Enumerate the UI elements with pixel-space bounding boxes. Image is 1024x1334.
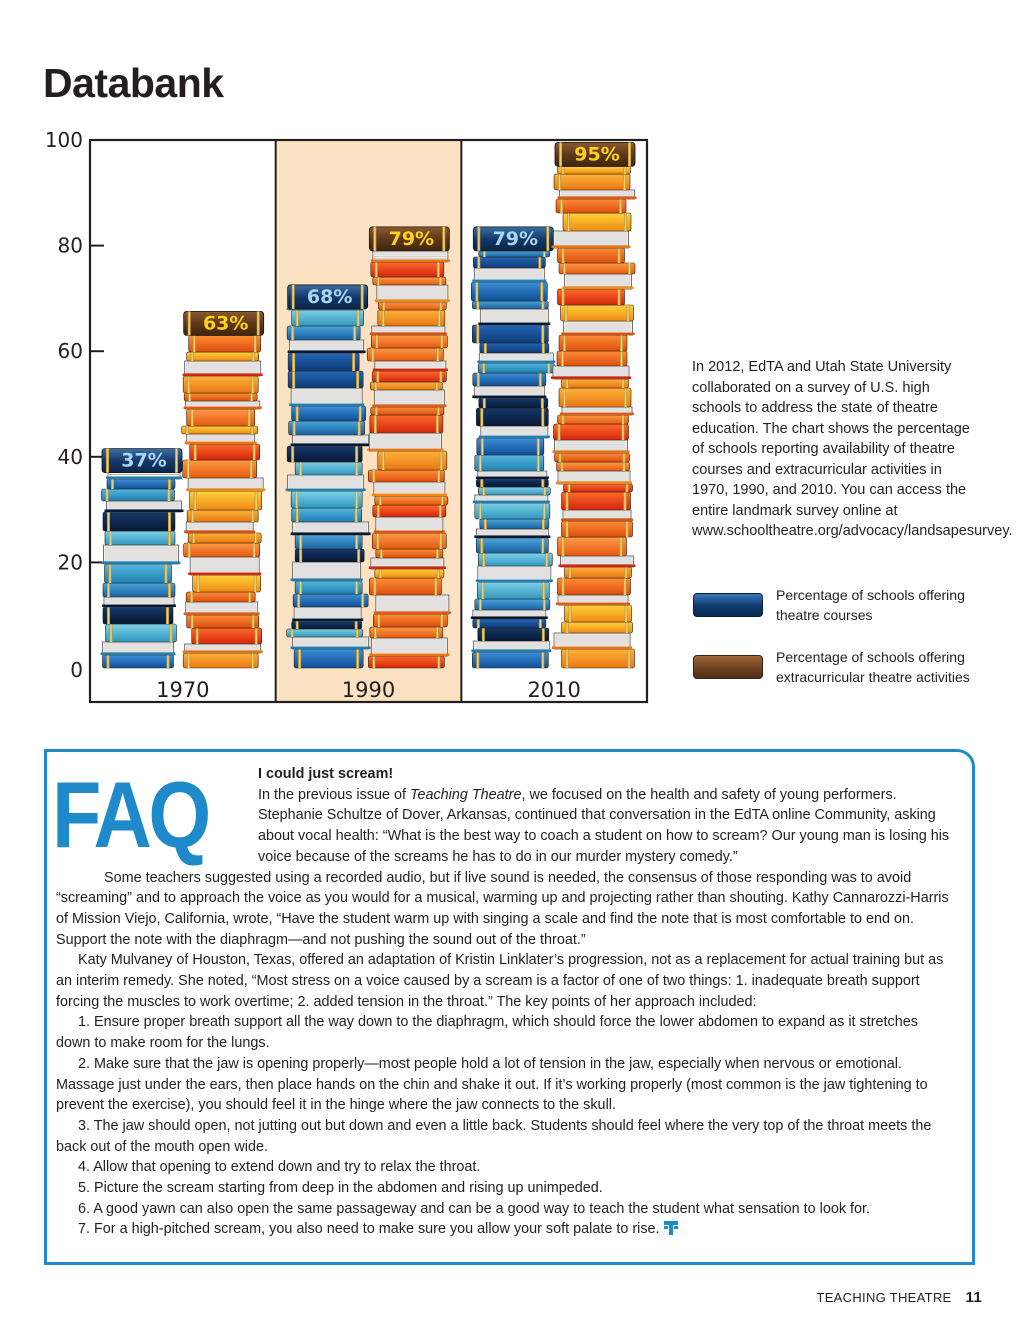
- book: [187, 510, 258, 522]
- value-label: 79%: [492, 227, 539, 250]
- faq-heading: I could just scream!: [258, 766, 394, 782]
- book: [559, 263, 635, 274]
- book: [292, 621, 362, 629]
- value-label: 79%: [388, 227, 435, 250]
- book: [188, 533, 261, 543]
- book: [473, 619, 546, 628]
- book: [186, 478, 265, 491]
- book: [554, 424, 629, 440]
- book: [369, 558, 446, 569]
- book: [565, 605, 632, 622]
- book: [473, 373, 546, 386]
- book: [369, 578, 441, 595]
- book: [471, 282, 547, 301]
- book-stack-series-0: [100, 449, 183, 668]
- book: [554, 174, 630, 190]
- book: [473, 495, 550, 503]
- book: [472, 301, 548, 309]
- book: [558, 578, 631, 595]
- legend-label-theatre-courses: Percentage of schools offering theatre courses: [776, 587, 965, 623]
- book: [184, 543, 260, 557]
- book: [559, 556, 636, 567]
- book: [556, 471, 632, 484]
- book: [370, 382, 442, 390]
- book: [476, 471, 549, 479]
- book: [561, 510, 633, 521]
- book: [479, 251, 550, 257]
- book: [479, 398, 548, 408]
- faq-step: 4. Allow that opening to extend down and try to relax the throat.: [78, 1159, 481, 1176]
- book: [562, 622, 633, 633]
- faq-step: 3. The jaw should open, not jutting out but down and even a little back. Students should feel where the very top of the throat meets the back out of the mouth open wide.: [56, 1117, 932, 1155]
- book: [105, 531, 175, 545]
- y-tick-label: 0: [70, 658, 83, 682]
- book: [367, 348, 443, 361]
- book: [186, 592, 255, 602]
- book: [371, 262, 444, 277]
- faq-intro: In the previous issue of Teaching Theatre, we focused on the health and safety of young performers. Stephanie Schultze of Dover, Arkansas, continued that conversation in the EdTA online Community, asking about vocal health: “What is the best way to coach a student on how to scream? Our young man is losing his voice because of the screams he has to do in our murder mystery comedy.”: [258, 786, 950, 865]
- book: [474, 529, 550, 538]
- book: [291, 562, 363, 581]
- book: [370, 415, 443, 433]
- y-tick-label: 60: [57, 339, 83, 364]
- book: [558, 248, 625, 263]
- book: [558, 166, 631, 174]
- book: [562, 492, 631, 510]
- book: [374, 517, 445, 533]
- book: [288, 371, 363, 388]
- book: [291, 522, 371, 535]
- y-tick-label: 40: [57, 444, 83, 469]
- book: [565, 567, 632, 578]
- book: [560, 407, 634, 415]
- book: [471, 641, 551, 652]
- footer-publication: TEACHING THEATRE: [816, 1290, 952, 1305]
- book: [292, 508, 362, 522]
- value-label: 37%: [121, 449, 167, 472]
- book: [287, 629, 363, 637]
- y-tick-label: 80: [57, 233, 83, 258]
- book: [190, 444, 260, 460]
- book: [183, 653, 258, 668]
- book: [193, 575, 261, 592]
- book: [475, 455, 544, 471]
- book: [369, 638, 449, 656]
- book: [104, 501, 183, 512]
- book: [375, 285, 450, 302]
- book: [552, 231, 631, 248]
- faq-step-last: 7. For a high-pitched scream, you also need to make sure you allow your soft palate to rise.: [56, 1219, 956, 1240]
- book: [291, 435, 371, 446]
- book: [103, 512, 175, 531]
- book-stack-series-1: [551, 142, 637, 668]
- book: [557, 462, 630, 471]
- book: [107, 479, 175, 489]
- faq-step: 6. A good yawn can also open the same passageway and can be a good way to teach the student what sensation to look for.: [78, 1200, 871, 1217]
- y-tick-label: 100: [44, 128, 83, 152]
- book: [373, 614, 447, 627]
- book-stack-series-1: [182, 311, 266, 668]
- book: [471, 610, 548, 619]
- book: [558, 415, 629, 424]
- book: [287, 446, 362, 462]
- book: [103, 583, 175, 597]
- chart-description: In 2012, EdTA and Utah State University collaborated on a survey of U.S. high schools to address the state of theatre education. The chart shows the percentage of schools reporting availability of theatre courses and extracurricular activities in 1970, 1990, and 2010. You can access the entire landmark survey online at www.schooltheatre.org/advocacy/landsapesurvey.: [692, 359, 1013, 539]
- book: [473, 257, 545, 268]
- book: [372, 390, 446, 407]
- book: [371, 407, 444, 415]
- book: [183, 460, 257, 478]
- book: [559, 335, 627, 351]
- book: [104, 564, 171, 583]
- book: [478, 487, 550, 495]
- book: [564, 484, 633, 492]
- book: [480, 519, 549, 529]
- book: [559, 388, 631, 407]
- book: [185, 434, 257, 444]
- book: [478, 309, 550, 325]
- book: [563, 274, 634, 289]
- book-stack-series-1: [367, 227, 451, 668]
- book: [288, 340, 366, 353]
- book: [184, 522, 255, 533]
- book: [289, 421, 365, 435]
- book: [292, 607, 363, 621]
- book: [183, 361, 263, 376]
- book-stack-series-0: [471, 227, 556, 668]
- book: [558, 190, 637, 199]
- book: [368, 656, 444, 668]
- y-tick-label: 20: [57, 550, 83, 575]
- book: [556, 199, 626, 213]
- book: [372, 482, 447, 496]
- book: [372, 533, 446, 549]
- book: [553, 440, 630, 453]
- book: [292, 310, 364, 326]
- book: [102, 597, 176, 607]
- book: [562, 321, 635, 335]
- book: [368, 470, 444, 482]
- book: [187, 352, 259, 361]
- book: [294, 649, 363, 668]
- book: [562, 379, 629, 388]
- value-label: 63%: [202, 312, 249, 335]
- book: [184, 401, 262, 409]
- book: [374, 595, 451, 614]
- value-label: 68%: [306, 285, 353, 308]
- book: [187, 409, 255, 426]
- legend-item-theatre-courses: [693, 585, 983, 629]
- book: [183, 644, 263, 653]
- book: [190, 491, 262, 510]
- book: [182, 426, 258, 434]
- book: [477, 438, 544, 455]
- book: [479, 426, 550, 438]
- book: [472, 268, 546, 282]
- book: [291, 637, 371, 649]
- book: [287, 326, 360, 340]
- book: [295, 581, 362, 594]
- page-number: 11: [965, 1289, 982, 1306]
- book: [558, 289, 625, 305]
- book: [378, 310, 445, 326]
- book: [188, 557, 261, 575]
- book: [295, 549, 364, 562]
- book: [475, 503, 550, 519]
- page-title: Databank: [43, 60, 224, 106]
- book: [189, 335, 261, 352]
- book: [477, 582, 549, 599]
- book: [378, 451, 447, 470]
- x-tick-label: 1990: [341, 678, 396, 702]
- faq-paragraph: Katy Mulvaney of Houston, Texas, offered an adaptation of Kristin Linklater’s progression, not as a replacement for actual training but as an interim remedy. She noted, “Most stress on a voice caused by a scream is a factor of one of two things: 1. inadequate breath support forcing the muscles to work overtime; 2. added tension in the throat.” The key points of her approach included:: [56, 952, 944, 1010]
- book: [476, 538, 548, 553]
- book: [370, 326, 447, 335]
- book: [375, 569, 444, 578]
- faq-article: [56, 764, 956, 1240]
- book: [480, 343, 549, 353]
- book: [291, 491, 362, 508]
- book: [376, 549, 443, 558]
- book: [477, 353, 555, 363]
- book: [293, 594, 368, 607]
- book: [292, 406, 366, 421]
- faq-paragraph: Some teachers suggested using a recorded audio, but if live sound is needed, the consensus of those responding was to avoid “screaming” and to approach the voice as you would for a musical, warming up and projecting rather than shouting. Kathy Cannarozzi-Harris of Mission Viejo, California, wrote, “Have the student warm up with singing a scale and find the note that is most comfortable to end on. Support the note with the diaphragm—and not pushing the sound out of the throat.”: [56, 869, 949, 948]
- book: [187, 615, 259, 628]
- book: [562, 521, 633, 537]
- book: [100, 642, 175, 655]
- book: [472, 386, 546, 398]
- book: [183, 376, 258, 393]
- book: [184, 393, 257, 401]
- book-stack-series-0: [286, 285, 371, 668]
- value-label: 95%: [574, 143, 620, 166]
- book: [184, 602, 260, 615]
- book: [478, 363, 554, 373]
- book: [472, 325, 548, 343]
- book: [102, 655, 173, 668]
- book: [476, 566, 553, 582]
- book: [551, 366, 631, 379]
- book: [378, 302, 446, 310]
- book: [557, 351, 627, 366]
- book: [105, 624, 176, 642]
- x-tick-label: 1970: [156, 678, 210, 702]
- book: [373, 277, 446, 285]
- faq-step: 5. Picture the scream starting from deep in the abdomen and rising up unimpeded.: [78, 1180, 603, 1197]
- book: [475, 599, 550, 610]
- bar-chart: [30, 128, 660, 708]
- book: [558, 537, 627, 556]
- book: [561, 305, 634, 321]
- book: [192, 628, 262, 644]
- faq-step: 1. Ensure proper breath support all the way down to the diaphragm, which should force the lower abdomen to expand as it stretches down to make room for the lungs.: [56, 1014, 918, 1052]
- book: [563, 213, 631, 231]
- book: [370, 627, 443, 638]
- book: [556, 595, 630, 605]
- book: [478, 553, 552, 566]
- book: [371, 335, 447, 348]
- book: [372, 371, 446, 382]
- book: [289, 388, 364, 406]
- book: [562, 649, 635, 668]
- book: [101, 489, 174, 501]
- book: [375, 496, 448, 505]
- book: [476, 479, 548, 487]
- x-tick-label: 2010: [527, 678, 581, 702]
- book: [106, 473, 182, 479]
- book: [476, 408, 548, 426]
- book: [103, 607, 173, 624]
- book: [371, 251, 450, 262]
- legend-label-extracurricular: Percentage of schools offering extracurricular theatre activities: [776, 649, 970, 685]
- tt-end-mark-icon: [664, 1221, 678, 1235]
- brown-book-icon: [693, 655, 763, 679]
- book: [373, 361, 448, 371]
- book: [552, 633, 632, 649]
- book: [472, 652, 548, 668]
- book: [367, 433, 443, 451]
- faq-logo: FAQ: [52, 762, 208, 867]
- book: [295, 535, 362, 549]
- book: [288, 353, 359, 371]
- book: [373, 505, 446, 517]
- book: [286, 475, 366, 491]
- book: [478, 628, 549, 641]
- faq-step: 2. Make sure that the jaw is opening properly—most people hold a lot of tension in the jaw, especially when nervous or emotional. Massage just under the ears, then place hands on the chin and shake it out. If it’s working properly (most common is the jaw tightening to prevent the exercise), you should feel it in the hinge where the jaw connects to the skull.: [56, 1055, 928, 1114]
- book: [295, 462, 362, 475]
- book: [555, 453, 630, 462]
- blue-book-icon: [693, 593, 763, 617]
- book: [101, 545, 180, 564]
- page-footer: [816, 1289, 982, 1306]
- legend-item-extracurricular: [693, 647, 983, 691]
